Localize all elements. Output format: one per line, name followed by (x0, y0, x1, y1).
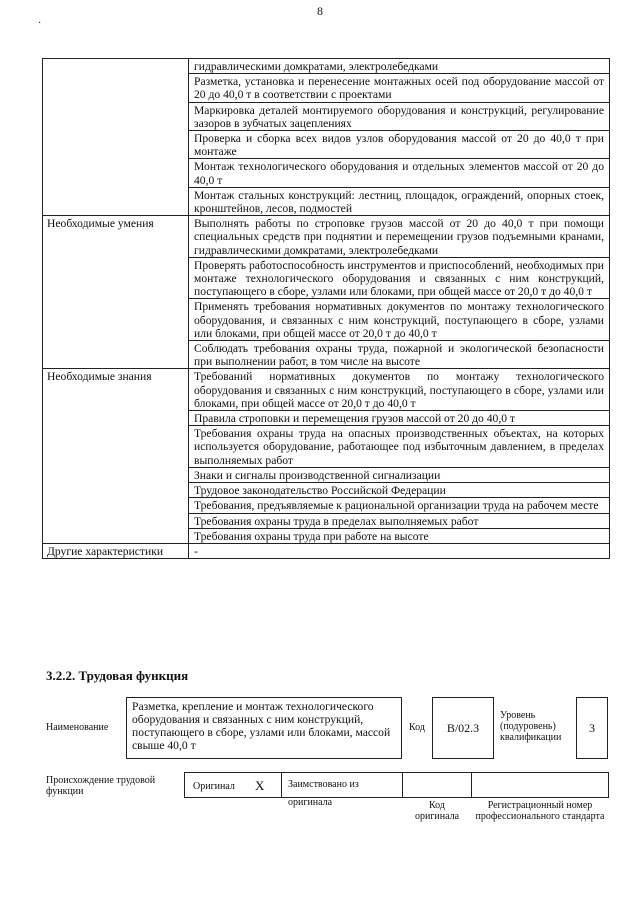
row-text: Разметка, установка и перенесение монтажных осей под оборудование массой от 20 до 40,0 т в соответствии с проектами (189, 74, 610, 102)
level-value-box (576, 697, 608, 759)
function-name-box (126, 697, 402, 759)
code-label: Код (409, 722, 425, 733)
row-text: Проверять работоспособность инструментов и приспособлений, необходимых при монтаже технологического оборудования и связанных с ним конструкций, поступающего в сборе, узлами или блоками, при общей массе от 20,0 т до 40,0 т (189, 257, 610, 299)
reg-caption: Регистрационный номер профессионального стандарта (475, 800, 605, 822)
competency-table (42, 58, 610, 559)
row-text: гидравлическими домкратами, электролебедками (189, 59, 610, 74)
row-text: Трудовое законодательство Российской Федерации (189, 483, 610, 498)
code-caption: Код оригинала (414, 800, 460, 822)
page-number: 8 (317, 4, 323, 18)
original-cell (184, 772, 282, 798)
code-value-box (432, 697, 494, 759)
row-text: Требования охраны труда в пределах выполняемых работ (189, 513, 610, 528)
row-text: Требований нормативных документов по монтажу технологического оборудования и связанных с ним конструкций, поступающего в сборе, узлами или блоками, при общей массе от 20,0 т до 40,0 т (189, 369, 610, 411)
row-text: Монтаж технологического оборудования и отдельных элементов массой от 20 до 40,0 т (189, 159, 610, 187)
table-row (43, 369, 610, 411)
section-title: 3.2.2. Трудовая функция (46, 668, 189, 683)
row-text: Требования, предъявляемые к рациональной организации труда на рабочем месте (189, 498, 610, 513)
code-value: B/02.3 (446, 720, 480, 735)
original-label: Оригинал (193, 781, 235, 792)
scan-dot: · (38, 18, 42, 29)
table-row (43, 543, 610, 558)
row-text: Требования охраны труда на опасных производственных объектах, на которых используется оборудование, работающее под избыточным давлением, в пределах выполняемых работ (189, 426, 610, 468)
row-label (43, 59, 189, 216)
borrowed-cell (281, 772, 403, 808)
reg-number-cell (471, 772, 609, 798)
row-text: Проверка и сборка всех видов узлов оборудования массой от 20 до 40,0 т при монтаже (189, 131, 610, 159)
row-label: Необходимые умения (43, 216, 189, 369)
borrowed-label: Заимствовано из оригинала (288, 779, 359, 808)
origin-label: Происхождение трудовой функции (46, 775, 156, 797)
row-text: Применять требования нормативных документов по монтажу технологического оборудования, и связанных с ним конструкций, поступающего в сборе, узлами или блоками, при общей массе от 20,0 т до 40,0 т (189, 299, 610, 341)
row-text: Маркировка деталей монтируемого оборудования и конструкций, регулирование зазоров в зубчатых зацеплениях (189, 102, 610, 130)
level-value: 3 (589, 720, 595, 735)
table-row (43, 59, 610, 74)
row-text: Монтаж стальных конструкций: лестниц, площадок, ограждений, опорных стоек, кронштейнов, лесов, подмостей (189, 187, 610, 215)
row-text: Требования охраны труда при работе на высоте (189, 528, 610, 543)
row-text: Соблюдать требования охраны труда, пожарной и экологической безопасности при выполнении работ, в том числе на высоте (189, 341, 610, 369)
level-label: Уровень (подуровень) квалификации (500, 710, 562, 743)
row-text: Знаки и сигналы производственной сигнализации (189, 467, 610, 482)
row-text: - (189, 543, 610, 558)
row-text: Правила строповки и перемещения грузов массой от 20 до 40,0 т (189, 411, 610, 426)
name-label: Наименование (46, 722, 109, 733)
function-name-text: Разметка, крепление и монтаж технологического оборудования и связанных с ним конструкций, поступающего в сборе, узлами или блоками, массой свыше 40,0 т (132, 700, 391, 752)
original-mark: X (255, 778, 265, 793)
row-text: Выполнять работы по строповке грузов массой от 20 до 40,0 т при помощи специальных средств при поднятии и перемещении грузов подъемными кранами, гидравлическими домкратами, электролебедками (189, 216, 610, 258)
row-label: Другие характеристики (43, 543, 189, 558)
original-code-cell (402, 772, 472, 798)
row-label: Необходимые знания (43, 369, 189, 543)
table-row (43, 216, 610, 258)
